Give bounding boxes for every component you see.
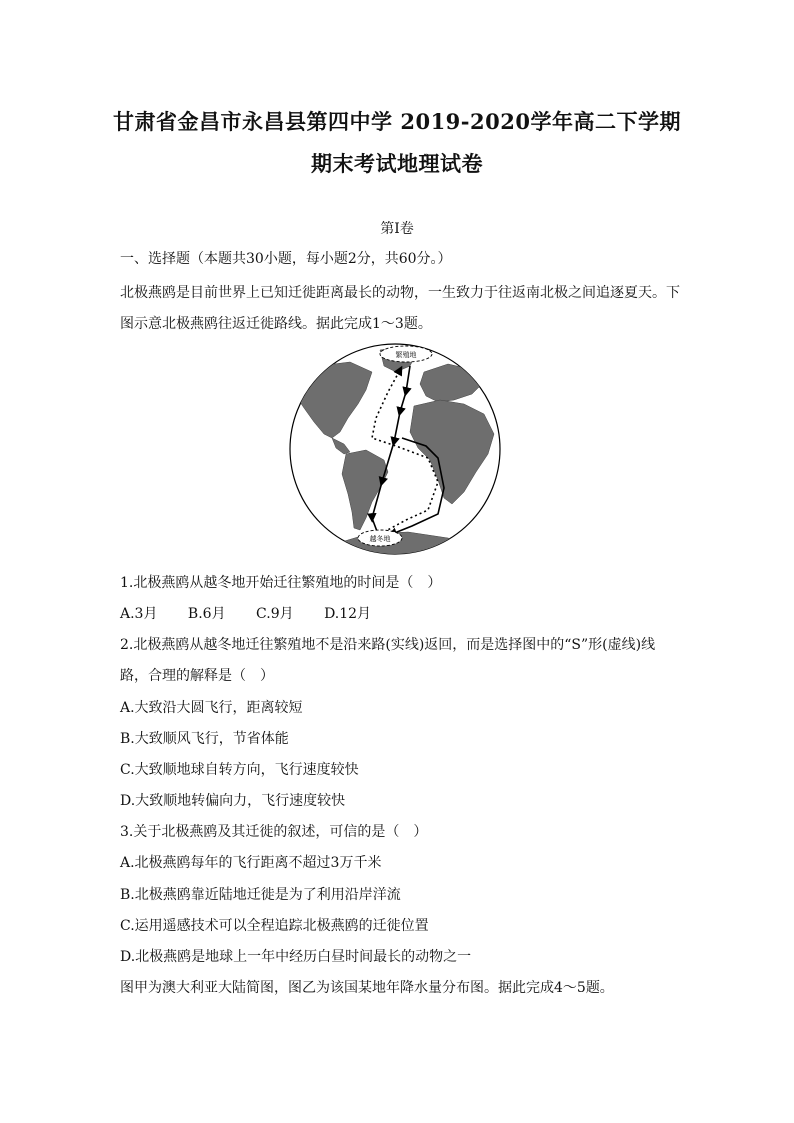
breeding-ground-label: 繁殖地 (395, 351, 417, 359)
intro-line1: 北极燕鸥是目前世界上已知迁徙距离最长的动物，一生致力于往返南北极之间追逐夏天。下 (120, 285, 680, 301)
q3-option-d: D.北极燕鸥是地球上一年中经历白昼时间最长的动物之一 (120, 949, 472, 965)
q3-stem: 3.关于北极燕鸥及其迁徙的叙述，可信的是（ ） (120, 824, 428, 840)
q1-option-a: A.3月 (120, 606, 158, 622)
q2-option-c: C.大致顺地球自转方向，飞行速度较快 (120, 762, 359, 778)
next-question-intro: 图甲为澳大利亚大陆简图，图乙为该国某地年降水量分布图。据此完成4～5题。 (120, 980, 614, 996)
exam-title-line2: 期末考试地理试卷 (311, 151, 483, 176)
q2-stem-line2: 路，合理的解释是（ ） (120, 668, 274, 684)
q1-option-b: B.6月 (187, 606, 226, 622)
q1-option-c: C.9月 (256, 606, 294, 622)
q1-option-d: D.12月 (324, 606, 372, 622)
migration-globe-map (288, 342, 502, 556)
wintering-ground-label: 越冬地 (369, 535, 391, 543)
intro-line2: 图示意北极燕鸥往返迁徙路线。据此完成1～3题。 (120, 316, 432, 332)
q3-option-a: A.北极燕鸥每年的飞行距离不超过3万千米 (120, 855, 382, 871)
part-heading: 一、选择题（本题共30小题，每小题2分，共60分。） (120, 251, 452, 267)
q1-options (120, 603, 397, 623)
q2-option-a: A.大致沿大圆飞行，距离较短 (120, 700, 303, 716)
exam-title-line1: 甘肃省金昌市永昌县第四中学 2019-2020学年高二下学期 (113, 109, 681, 134)
q3-option-b: B.北极燕鸥靠近陆地迁徙是为了利用沿岸洋流 (120, 887, 401, 903)
q2-option-d: D.大致顺地转偏向力，飞行速度较快 (120, 793, 346, 809)
q3-option-c: C.运用遥感技术可以全程追踪北极燕鸥的迁徙位置 (120, 918, 429, 934)
q2-option-b: B.大致顺风飞行，节省体能 (120, 731, 289, 747)
q2-stem-line1: 2.北极燕鸥从越冬地迁往繁殖地不是沿来路(实线)返回，而是选择图中的“S”形(虚线)线 (120, 637, 656, 653)
section-label: 第I卷 (380, 221, 414, 237)
q1-stem: 1.北极燕鸥从越冬地开始迁往繁殖地的时间是（ ） (120, 575, 442, 591)
